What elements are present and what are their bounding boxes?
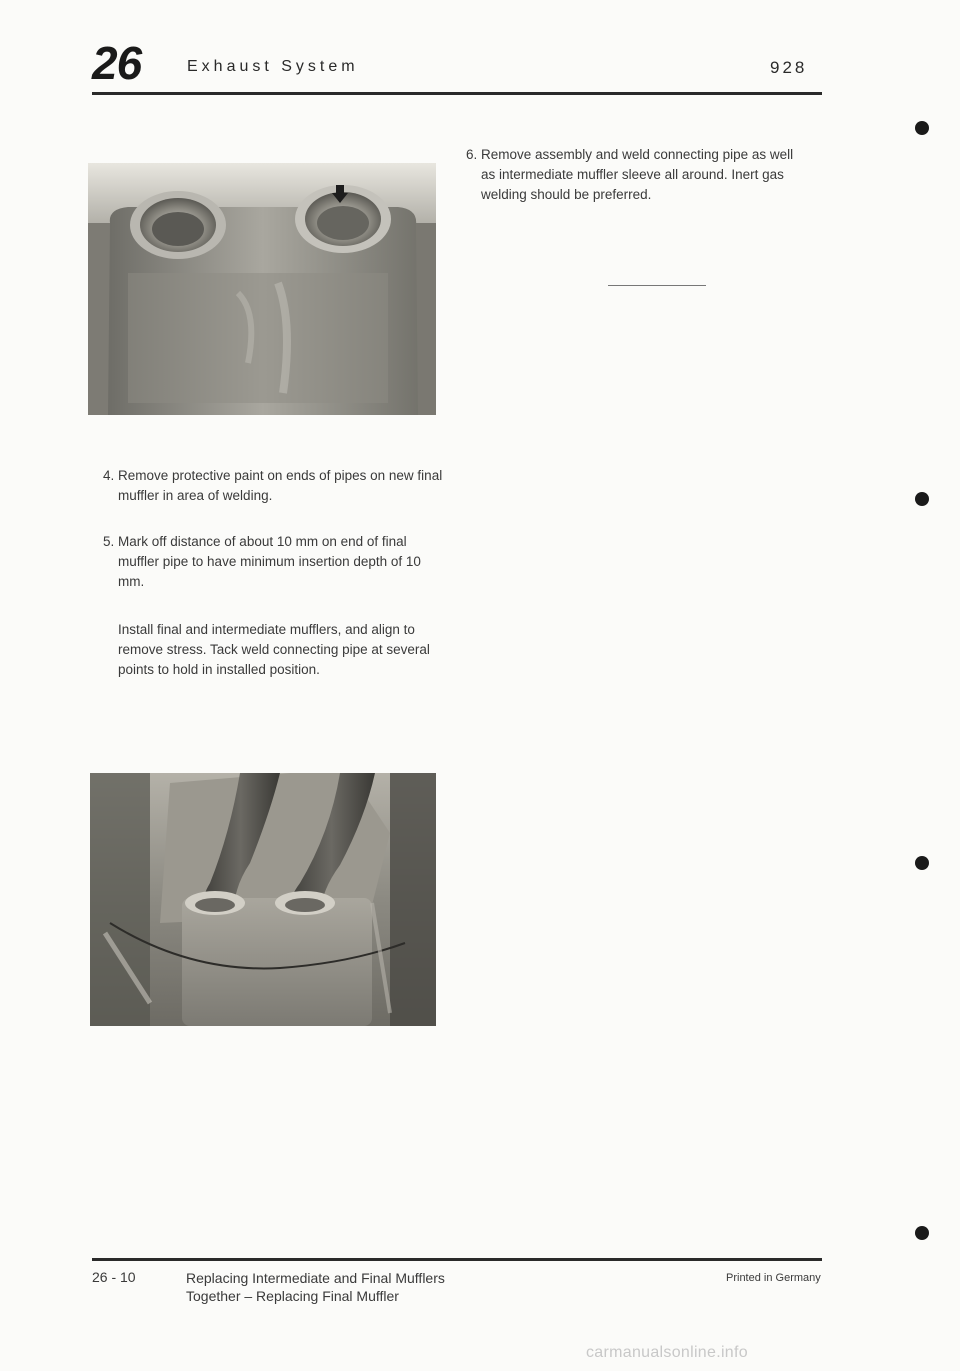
step-5-continued [103, 620, 448, 680]
step-4 [103, 466, 448, 506]
watermark: carmanualsonline.info [586, 1344, 748, 1361]
page-number: 26 - 10 [92, 1269, 136, 1285]
binding-hole [915, 1226, 929, 1240]
section-title: Exhaust System [187, 58, 359, 75]
footer-title-line1: Replacing Intermediate and Final Mufflers [186, 1270, 445, 1286]
footer-rule [92, 1258, 822, 1261]
footer-title [186, 1269, 445, 1305]
binding-hole [915, 856, 929, 870]
end-of-section-rule [608, 285, 706, 286]
step-text: Mark off distance of about 10 mm on end of final muffler pipe to have minimum insertion depth of 10 mm. [118, 534, 421, 589]
step-5 [103, 532, 448, 592]
binding-hole [915, 121, 929, 135]
chapter-number: 26 [92, 37, 142, 89]
step-number: 5. [103, 534, 115, 549]
step-text: Remove assembly and weld connecting pipe as well as intermediate muffler sleeve all around. Inert gas welding should be preferred. [481, 147, 794, 202]
model-number: 928 [770, 58, 808, 77]
step-number: 6. [466, 147, 478, 162]
step-text: Remove protective paint on ends of pipes on new final muffler in area of welding. [118, 468, 443, 503]
muffler-outlet-photo [88, 163, 436, 415]
step-6 [466, 145, 811, 205]
step-text: Install final and intermediate mufflers, and align to remove stress. Tack weld connecting pipe at several points to hold in installed position. [118, 622, 430, 677]
header-rule [92, 92, 822, 95]
printed-in: Printed in Germany [726, 1272, 821, 1284]
step-number: 4. [103, 468, 115, 483]
muffler-installed-photo [90, 773, 436, 1026]
binding-hole [915, 492, 929, 506]
footer-title-line2: Together – Replacing Final Muffler [186, 1288, 399, 1304]
